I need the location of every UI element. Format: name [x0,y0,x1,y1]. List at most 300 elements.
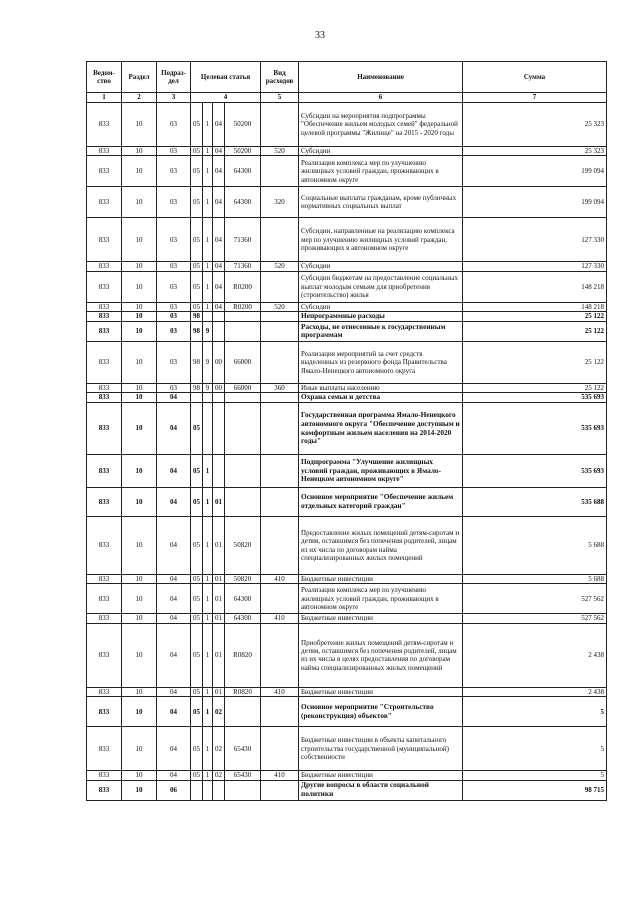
summa-cell: 98 715 [463,780,607,800]
direction-code-cell: 64300 [225,187,261,218]
event-code-cell: 01 [213,623,225,687]
summa-cell: 5 688 [463,575,607,584]
table-row [87,218,607,262]
direction-code-cell [225,455,261,488]
table-row [87,302,607,311]
subprogram-code-cell: 1 [203,517,213,575]
razdel-cell: 10 [122,103,157,147]
event-code-cell [213,403,225,455]
direction-code-cell: R0820 [225,687,261,696]
summa-cell: 2 438 [463,687,607,696]
vid-rashodov-cell: 410 [261,614,299,623]
program-code-cell: 05 [191,156,203,187]
podrazdel-cell: 03 [157,147,191,156]
header-vedomstvo: Ведом-ство [87,62,122,93]
podrazdel-cell: 03 [157,218,191,262]
vedomstvo-cell: 833 [87,218,122,262]
naimenovanie-cell: Реализация мероприятий за счет средств выделенных из резервного фонда Правительства Ямало-Ненецкого автономного округа [299,341,463,383]
direction-code-cell: R0820 [225,623,261,687]
direction-code-cell: 65430 [225,771,261,780]
vid-rashodov-cell: 410 [261,575,299,584]
podrazdel-cell: 04 [157,403,191,455]
razdel-cell: 10 [122,584,157,614]
table-row [87,271,607,302]
direction-code-cell: 64300 [225,156,261,187]
naimenovanie-cell: Подпрограмма "Улучшение жилищных условий граждан, проживающих в Ямало-Ненецком автономном округе" [299,455,463,488]
summa-cell: 535 693 [463,455,607,488]
podrazdel-cell: 03 [157,187,191,218]
naimenovanie-cell: Бюджетные инвестиции [299,575,463,584]
summa-cell: 535 693 [463,403,607,455]
podrazdel-cell: 04 [157,517,191,575]
summa-cell: 5 [463,727,607,771]
razdel-cell: 10 [122,488,157,517]
podrazdel-cell: 03 [157,321,191,341]
header-vid-rashodov: Вид расходов [261,62,299,93]
summa-cell: 2 438 [463,623,607,687]
razdel-cell: 10 [122,393,157,403]
vedomstvo-cell: 833 [87,771,122,780]
summa-cell: 527 562 [463,614,607,623]
program-code-cell: 05 [191,623,203,687]
table-row [87,575,607,584]
podrazdel-cell: 03 [157,302,191,311]
column-number: 4 [191,93,261,103]
event-code-cell: 04 [213,187,225,218]
naimenovanie-cell: Субсидии [299,147,463,156]
naimenovanie-cell: Основное мероприятие "Строительство (реконструкция) объектов" [299,697,463,727]
naimenovanie-cell: Реализация комплекса мер по улучшению жилищных условий граждан, проживающих в автономном округе [299,584,463,614]
summa-cell: 199 094 [463,156,607,187]
vid-rashodov-cell: 520 [261,302,299,311]
direction-code-cell [225,403,261,455]
vedomstvo-cell: 833 [87,321,122,341]
table-row [87,623,607,687]
program-code-cell: 05 [191,727,203,771]
subprogram-code-cell: 1 [203,687,213,696]
vedomstvo-cell: 833 [87,147,122,156]
vid-rashodov-cell [261,312,299,322]
program-code-cell: 05 [191,103,203,147]
vedomstvo-cell: 833 [87,383,122,392]
program-code-cell: 05 [191,697,203,727]
vid-rashodov-cell [261,623,299,687]
table-row [87,262,607,271]
subprogram-code-cell: 1 [203,771,213,780]
event-code-cell [213,455,225,488]
vedomstvo-cell: 833 [87,455,122,488]
direction-code-cell: 50200 [225,147,261,156]
subprogram-code-cell: 1 [203,218,213,262]
table-row [87,771,607,780]
vid-rashodov-cell [261,488,299,517]
direction-code-cell: 50820 [225,575,261,584]
subprogram-code-cell: 1 [203,488,213,517]
event-code-cell: 04 [213,156,225,187]
program-code-cell: 98 [191,383,203,392]
summa-cell: 199 094 [463,187,607,218]
razdel-cell: 10 [122,156,157,187]
program-code-cell: 05 [191,584,203,614]
summa-cell: 127 330 [463,218,607,262]
razdel-cell: 10 [122,341,157,383]
header-razdel: Раздел [122,62,157,93]
naimenovanie-cell: Охрана семьи и детства [299,393,463,403]
program-code-cell [191,780,203,800]
razdel-cell: 10 [122,780,157,800]
podrazdel-cell: 04 [157,623,191,687]
vid-rashodov-cell: 410 [261,687,299,696]
summa-cell: 25 122 [463,321,607,341]
table-row [87,103,607,147]
razdel-cell: 10 [122,687,157,696]
header-row [87,62,607,93]
vid-rashodov-cell [261,271,299,302]
program-code-cell: 05 [191,262,203,271]
summa-cell: 535 693 [463,393,607,403]
table-row [87,321,607,341]
column-number: 2 [122,93,157,103]
subprogram-code-cell [203,393,213,403]
vid-rashodov-cell [261,517,299,575]
direction-code-cell [225,697,261,727]
vedomstvo-cell: 833 [87,103,122,147]
vedomstvo-cell: 833 [87,403,122,455]
summa-cell: 5 [463,697,607,727]
event-code-cell: 04 [213,218,225,262]
table-row [87,147,607,156]
podrazdel-cell: 04 [157,455,191,488]
subprogram-code-cell: 1 [203,623,213,687]
direction-code-cell: 64300 [225,584,261,614]
naimenovanie-cell: Иные выплаты населению [299,383,463,392]
direction-code-cell [225,312,261,322]
summa-cell: 5 688 [463,517,607,575]
program-code-cell: 05 [191,614,203,623]
subprogram-code-cell: 9 [203,341,213,383]
naimenovanie-cell: Бюджетные инвестиции [299,614,463,623]
subprogram-code-cell: 1 [203,455,213,488]
podrazdel-cell: 04 [157,614,191,623]
vedomstvo-cell: 833 [87,575,122,584]
event-code-cell: 02 [213,697,225,727]
razdel-cell: 10 [122,271,157,302]
vedomstvo-cell: 833 [87,687,122,696]
vedomstvo-cell: 833 [87,488,122,517]
summa-cell: 527 562 [463,584,607,614]
podrazdel-cell: 03 [157,312,191,322]
column-number: 6 [299,93,463,103]
table-row [87,780,607,800]
naimenovanie-cell: Основное мероприятие "Обеспечение жильем отдельных категорий граждан" [299,488,463,517]
vid-rashodov-cell [261,455,299,488]
program-code-cell: 05 [191,488,203,517]
razdel-cell: 10 [122,614,157,623]
podrazdel-cell: 03 [157,103,191,147]
naimenovanie-cell: Бюджетные инвестиции [299,687,463,696]
event-code-cell: 01 [213,517,225,575]
direction-code-cell: 66000 [225,341,261,383]
naimenovanie-cell: Расходы, не отнесенные к государственным программам [299,321,463,341]
subprogram-code-cell: 1 [203,262,213,271]
vid-rashodov-cell [261,780,299,800]
vid-rashodov-cell: 520 [261,147,299,156]
vid-rashodov-cell [261,727,299,771]
summa-cell: 25 323 [463,147,607,156]
vedomstvo-cell: 833 [87,584,122,614]
vid-rashodov-cell [261,697,299,727]
subprogram-code-cell [203,780,213,800]
summa-cell: 25 122 [463,341,607,383]
vid-rashodov-cell: 360 [261,383,299,392]
page-number: 33 [315,30,325,41]
subprogram-code-cell: 1 [203,614,213,623]
naimenovanie-cell: Бюджетные инвестиции [299,771,463,780]
event-code-cell: 01 [213,488,225,517]
program-code-cell: 05 [191,302,203,311]
podrazdel-cell: 04 [157,687,191,696]
header-naimenovanie: Наименование [299,62,463,93]
event-code-cell: 01 [213,687,225,696]
vedomstvo-cell: 833 [87,262,122,271]
column-number: 1 [87,93,122,103]
budget-table [86,61,607,801]
vid-rashodov-cell: 320 [261,187,299,218]
event-code-cell: 02 [213,727,225,771]
subprogram-code-cell [203,403,213,455]
program-code-cell: 05 [191,147,203,156]
column-number: 3 [157,93,191,103]
event-code-cell [213,312,225,322]
table-row [87,156,607,187]
program-code-cell: 05 [191,517,203,575]
razdel-cell: 10 [122,771,157,780]
table-row [87,393,607,403]
podrazdel-cell: 03 [157,262,191,271]
direction-code-cell: 71360 [225,218,261,262]
vedomstvo-cell: 833 [87,271,122,302]
naimenovanie-cell: Другие вопросы в области социальной политики [299,780,463,800]
summa-cell: 127 330 [463,262,607,271]
program-code-cell: 05 [191,403,203,455]
razdel-cell: 10 [122,697,157,727]
naimenovanie-cell: Приобретение жилых помещений детям-сиротам и детям, оставшимся без попечения родителей, лицам из их числа в целях предоставления по договорам найма специализированных жилых помещений [299,623,463,687]
podrazdel-cell: 04 [157,393,191,403]
naimenovanie-cell: Субсидии на мероприятия подпрограммы "Обеспечение жильем молодых семей" федеральной целевой программы "Жилище" на 2015 - 2020 годы [299,103,463,147]
direction-code-cell: R0200 [225,302,261,311]
table-row [87,341,607,383]
event-code-cell: 01 [213,614,225,623]
direction-code-cell: R0200 [225,271,261,302]
program-code-cell: 05 [191,575,203,584]
summa-cell: 25 122 [463,312,607,322]
naimenovanie-cell: Предоставление жилых помещений детям-сиротам и детям, оставшимся без попечения родителей, лицам из их числа по договорам найма специализированных жилых помещений [299,517,463,575]
table-row [87,383,607,392]
table-row [87,687,607,696]
direction-code-cell [225,393,261,403]
table-row [87,455,607,488]
event-code-cell: 02 [213,771,225,780]
podrazdel-cell: 06 [157,780,191,800]
podrazdel-cell: 04 [157,697,191,727]
table-row [87,614,607,623]
razdel-cell: 10 [122,218,157,262]
event-code-cell [213,321,225,341]
vedomstvo-cell: 833 [87,623,122,687]
vid-rashodov-cell [261,218,299,262]
podrazdel-cell: 04 [157,575,191,584]
subprogram-code-cell: 1 [203,697,213,727]
program-code-cell: 05 [191,687,203,696]
razdel-cell: 10 [122,312,157,322]
direction-code-cell: 50820 [225,517,261,575]
summa-cell: 535 688 [463,488,607,517]
razdel-cell: 10 [122,302,157,311]
table-row [87,584,607,614]
program-code-cell: 98 [191,312,203,322]
vedomstvo-cell: 833 [87,393,122,403]
vid-rashodov-cell [261,156,299,187]
subprogram-code-cell: 1 [203,271,213,302]
table-body [87,103,607,801]
subprogram-code-cell: 1 [203,575,213,584]
direction-code-cell [225,488,261,517]
vedomstvo-cell: 833 [87,156,122,187]
subprogram-code-cell: 1 [203,584,213,614]
razdel-cell: 10 [122,727,157,771]
vid-rashodov-cell: 410 [261,771,299,780]
direction-code-cell [225,780,261,800]
table-row [87,517,607,575]
header-podrazdel: Подраз-дел [157,62,191,93]
vedomstvo-cell: 833 [87,302,122,311]
podrazdel-cell: 04 [157,771,191,780]
naimenovanie-cell: Субсидии [299,262,463,271]
naimenovanie-cell: Государственная программа Ямало-Ненецкого автономного округа "Обеспечение доступным и комфортным жильем населения на 2014-2020 годы" [299,403,463,455]
event-code-cell: 04 [213,103,225,147]
vid-rashodov-cell [261,321,299,341]
subprogram-code-cell: 1 [203,302,213,311]
naimenovanie-cell: Субсидии бюджетам на предоставление социальных выплат молодым семьям для приобретения (строительство) жилья [299,271,463,302]
direction-code-cell: 71360 [225,262,261,271]
event-code-cell: 01 [213,575,225,584]
program-code-cell: 05 [191,271,203,302]
razdel-cell: 10 [122,187,157,218]
vedomstvo-cell: 833 [87,697,122,727]
column-number: 7 [463,93,607,103]
event-code-cell: 01 [213,584,225,614]
vedomstvo-cell: 833 [87,517,122,575]
program-code-cell: 98 [191,321,203,341]
header-celevaya-statya: Целевая статья [191,62,261,93]
summa-cell: 148 218 [463,271,607,302]
vid-rashodov-cell [261,341,299,383]
subprogram-code-cell: 1 [203,147,213,156]
podrazdel-cell: 03 [157,341,191,383]
column-number-row [87,93,607,103]
podrazdel-cell: 03 [157,271,191,302]
subprogram-code-cell: 1 [203,103,213,147]
naimenovanie-cell: Бюджетные инвестиции в объекты капитального строительства государственной (муниципальной) собственности [299,727,463,771]
vedomstvo-cell: 833 [87,614,122,623]
subprogram-code-cell: 1 [203,727,213,771]
table-row [87,697,607,727]
event-code-cell: 04 [213,271,225,302]
podrazdel-cell: 04 [157,488,191,517]
razdel-cell: 10 [122,403,157,455]
header-summa: Сумма [463,62,607,93]
summa-cell: 5 [463,771,607,780]
event-code-cell: 04 [213,147,225,156]
event-code-cell: 04 [213,262,225,271]
summa-cell: 25 323 [463,103,607,147]
razdel-cell: 10 [122,623,157,687]
event-code-cell: 04 [213,302,225,311]
razdel-cell: 10 [122,321,157,341]
vedomstvo-cell: 833 [87,341,122,383]
vid-rashodov-cell: 520 [261,262,299,271]
vedomstvo-cell: 833 [87,780,122,800]
vid-rashodov-cell [261,103,299,147]
subprogram-code-cell: 9 [203,383,213,392]
subprogram-code-cell: 9 [203,321,213,341]
vid-rashodov-cell [261,403,299,455]
table-row [87,403,607,455]
vid-rashodov-cell [261,584,299,614]
event-code-cell [213,393,225,403]
program-code-cell [191,393,203,403]
direction-code-cell: 50200 [225,103,261,147]
razdel-cell: 10 [122,383,157,392]
podrazdel-cell: 03 [157,156,191,187]
naimenovanie-cell: Субсидии, направленные на реализацию комплекса мер по улучшению жилищных условий граждан, проживающих в автономном округе [299,218,463,262]
summa-cell: 148 218 [463,302,607,311]
direction-code-cell [225,321,261,341]
vid-rashodov-cell [261,393,299,403]
direction-code-cell: 64300 [225,614,261,623]
razdel-cell: 10 [122,517,157,575]
event-code-cell: 00 [213,341,225,383]
podrazdel-cell: 04 [157,584,191,614]
direction-code-cell: 65430 [225,727,261,771]
table-row [87,488,607,517]
vedomstvo-cell: 833 [87,312,122,322]
naimenovanie-cell: Социальные выплаты гражданам, кроме публичных нормативных социальных выплат [299,187,463,218]
vedomstvo-cell: 833 [87,187,122,218]
razdel-cell: 10 [122,147,157,156]
naimenovanie-cell: Непрограммные расходы [299,312,463,322]
program-code-cell: 05 [191,187,203,218]
summa-cell: 25 122 [463,383,607,392]
program-code-cell: 05 [191,218,203,262]
event-code-cell [213,780,225,800]
razdel-cell: 10 [122,262,157,271]
naimenovanie-cell: Субсидии [299,302,463,311]
subprogram-code-cell: 1 [203,187,213,218]
event-code-cell: 00 [213,383,225,392]
razdel-cell: 10 [122,455,157,488]
table-row [87,312,607,322]
podrazdel-cell: 03 [157,383,191,392]
column-number: 5 [261,93,299,103]
vedomstvo-cell: 833 [87,727,122,771]
table-row [87,727,607,771]
program-code-cell: 05 [191,771,203,780]
table-row [87,187,607,218]
direction-code-cell: 66000 [225,383,261,392]
subprogram-code-cell [203,312,213,322]
subprogram-code-cell: 1 [203,156,213,187]
